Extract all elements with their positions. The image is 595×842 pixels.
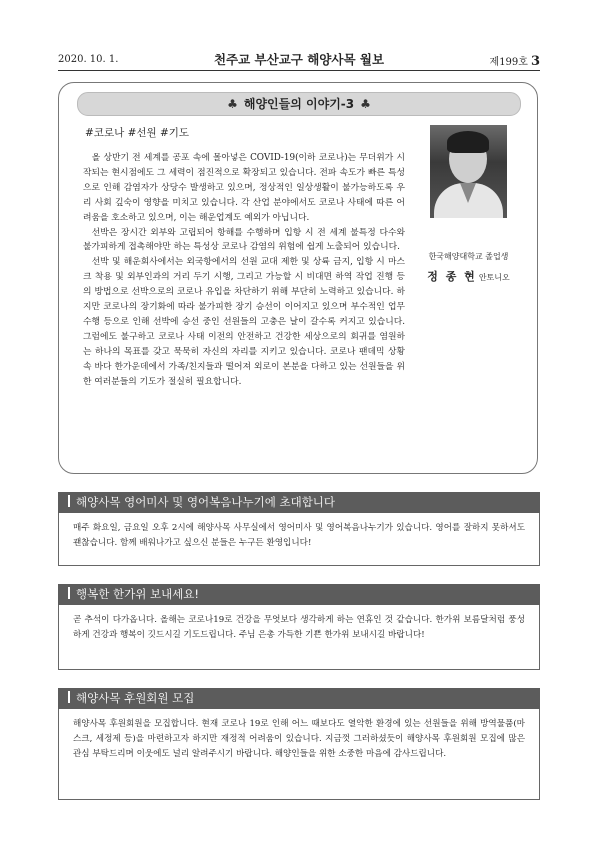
author-school: 한국해양대학교 졸업생 (428, 252, 509, 261)
story-body (83, 151, 405, 390)
author-name-line (411, 265, 526, 284)
page-header (58, 48, 540, 70)
issue-date: 2020. 10. 1. (58, 54, 119, 65)
club-icon: ♣ (227, 97, 238, 111)
issue-label: 제199호 (489, 57, 528, 68)
story-paragraph: 올 상반기 전 세계를 공포 속에 몰아넣은 COVID-19(이하 코로나)는 무더위가 시작되는 현시점에도 그 세력이 점진적으로 확장되고 있습니다. 전파 속도가 빠른 특성으로 인해 감염자가 상당수 발생하고 있으며, 정상적인 일상생활이 불가능하도록 우리 사회 깊숙이 영향을 미치고 있습니다. 각 산업 분야에서도 코로나 사태에 따른 어려움을 호소하고 있으며, 이는 해운업계도 예외가 아닙니다. (83, 153, 405, 223)
section-header-supporters (58, 688, 540, 709)
section-body-chuseok (58, 605, 540, 670)
club-icon: ♣ (360, 97, 371, 111)
section-title: 해양사목 영어미사 및 영어복음나누기에 초대합니다 (76, 495, 336, 509)
issue-number (490, 53, 540, 69)
author-name: 정 종 현 (427, 270, 477, 283)
story-title (77, 92, 521, 116)
story-title-text: 해양인들의 이야기-3 (243, 97, 355, 111)
section-header-english-mass (58, 492, 540, 513)
section-text: 곧 추석이 다가옵니다. 올해는 코로나19로 건강을 무엇보다 생각하게 하는 연휴인 것 같습니다. 한가위 보름달처럼 풍성하게 건강과 행복이 깃드시길 기도드립니다. 주님 은총 가득한 기쁜 한가위 보내시길 바랍니다! (73, 615, 525, 640)
story-tags: #코로나 #선원 #기도 (85, 127, 190, 139)
header-divider (58, 70, 540, 71)
section-title: 해양사목 후원회원 모집 (76, 691, 195, 705)
author-baptismal-name: 안토니오 (478, 273, 510, 282)
section-header-chuseok (58, 584, 540, 605)
author-photo (430, 125, 507, 218)
newsletter-title: 천주교 부산교구 해양사목 월보 (213, 52, 385, 67)
section-text: 해양사목 후원회원을 모집합니다. 현재 코로나 19로 인해 어느 때보다도 열악한 환경에 있는 선원들을 위해 방역물품(마스크, 세정제 등)을 마련하고자 하지만 재정적 어려움이 있습니다. 지금껏 그러하셨듯이 해양사목 후원회원 모집에 많은 관심 부탁드리며 이웃에도 널리 알려주시기 바랍니다. 해양인들을 위한 소중한 마음에 감사드립니다. (73, 719, 525, 759)
section-body-english-mass (58, 513, 540, 566)
story-box (58, 82, 538, 474)
section-body-supporters (58, 709, 540, 800)
story-paragraph: 선박 및 해운회사에서는 외국항에서의 선원 교대 제한 및 상륙 금지, 입항 시 마스크 착용 및 외부인과의 거리 두기 시행, 그리고 가능할 시 비대면 하역 작업 진행 등의 방법으로 선박으로의 코로나 유입을 차단하기 위해 부단히 노력하고 있습니다. 하지만 코로나의 장기화에 따라 불가피한 장기 승선이 이어지고 있으며 부수적인 업무 수행 등으로 인해 선박에 승선 중인 선원들의 고충은 날이 갈수록 커지고 있습니다. 그럼에도 불구하고 코로나 사태 이전의 안전하고 건강한 세상으로의 회귀를 염원하는 하나의 목표를 갖고 묵묵히 자신의 자리를 지키고 있습니다. 코로나 팬데믹 상황 속 바다 한가운데에서 가족/친지들과 떨어져 외로이 본분을 다하고 있는 선원들을 위한 여러분들의 기도가 절실히 필요합니다. (83, 257, 405, 387)
section-text: 매주 화요일, 금요일 오후 2시에 해양사목 사무실에서 영어미사 및 영어복음나누기가 있습니다. 영어를 잘하지 못하셔도 괜찮습니다. 함께 배워나가고 싶으신 분들은 누구든 환영입니다! (73, 523, 525, 548)
page-number: 3 (530, 54, 540, 69)
story-paragraph: 선박은 장시간 외부와 고립되어 항해를 수행하며 입항 시 전 세계 불특정 다수와 불가피하게 접촉해야만 하는 특성상 코로나 감염의 위험에 쉽게 노출되어 있습니다. (83, 227, 405, 253)
section-title: 행복한 한가위 보내세요! (76, 587, 200, 601)
